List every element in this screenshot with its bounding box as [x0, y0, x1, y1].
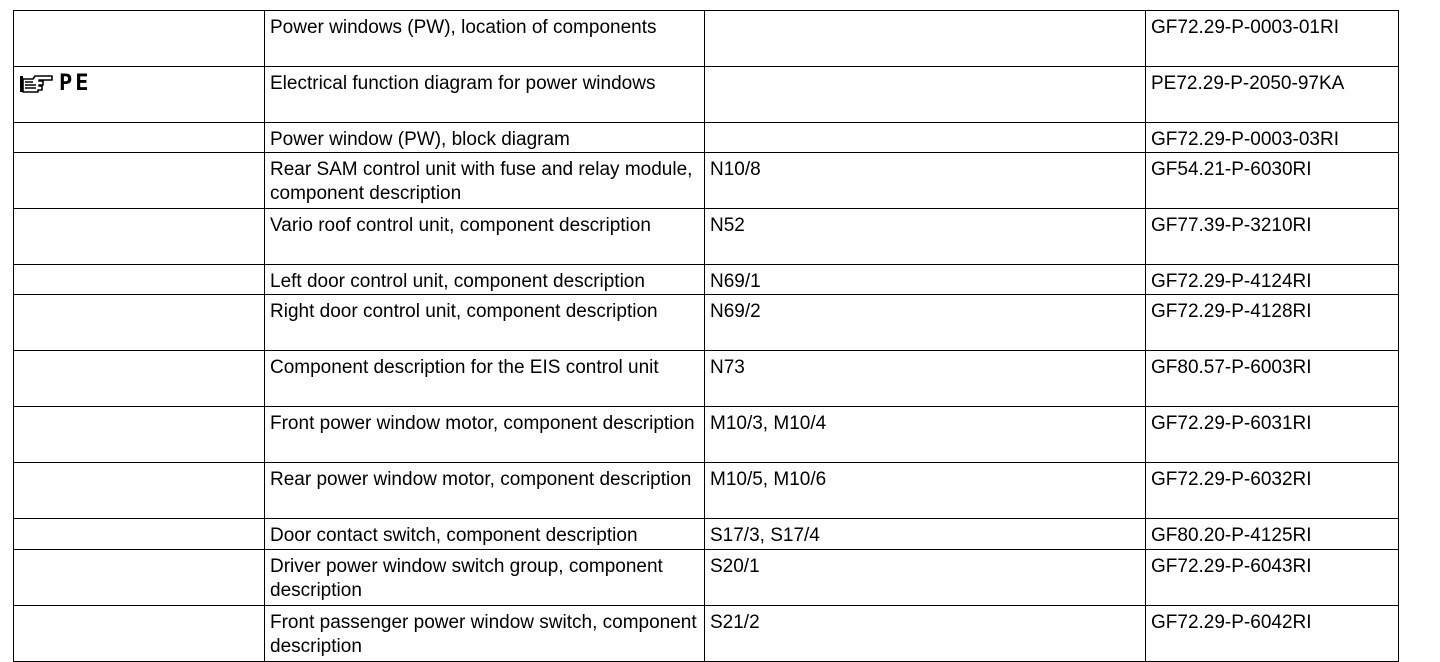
component-cell: M10/3, M10/4 — [705, 407, 1146, 463]
table-row — [14, 11, 1399, 67]
description-cell: Vario roof control unit, component description — [265, 209, 705, 265]
document-link[interactable]: GF72.29-P-4128RI — [1146, 295, 1399, 351]
description-cell: Left door control unit, component description — [265, 265, 705, 295]
component-cell: N10/8 — [705, 153, 1146, 209]
component-cell — [705, 123, 1146, 153]
table-row — [14, 123, 1399, 153]
description-cell: Right door control unit, component description — [265, 295, 705, 351]
table-row — [14, 351, 1399, 407]
reference-code: PE — [59, 71, 92, 96]
description-cell: Rear power window motor, component description — [265, 463, 705, 519]
description-cell: Power windows (PW), location of components — [265, 11, 705, 67]
document-link[interactable]: PE72.29-P-2050-97KA — [1146, 67, 1399, 123]
table-row — [14, 550, 1399, 606]
document-link[interactable]: GF72.29-P-6043RI — [1146, 550, 1399, 606]
component-cell — [705, 67, 1146, 123]
component-cell — [705, 11, 1146, 67]
component-cell: N69/1 — [705, 265, 1146, 295]
document-link[interactable]: GF72.29-P-0003-01RI — [1146, 11, 1399, 67]
description-cell: Front power window motor, component description — [265, 407, 705, 463]
document-link[interactable]: GF72.29-P-6031RI — [1146, 407, 1399, 463]
table-row — [14, 153, 1399, 209]
marker-cell — [14, 209, 265, 265]
document-link[interactable]: GF54.21-P-6030RI — [1146, 153, 1399, 209]
table-row — [14, 519, 1399, 550]
component-cell: N69/2 — [705, 295, 1146, 351]
marker-cell — [14, 519, 265, 550]
marker-cell — [14, 153, 265, 209]
description-cell: Door contact switch, component description — [265, 519, 705, 550]
document-link[interactable]: GF72.29-P-6042RI — [1146, 606, 1399, 662]
marker-cell — [14, 407, 265, 463]
table-row — [14, 265, 1399, 295]
description-cell: Component description for the EIS control unit — [265, 351, 705, 407]
table-row — [14, 67, 1399, 123]
marker-cell — [14, 67, 265, 123]
description-cell: Electrical function diagram for power windows — [265, 67, 705, 123]
component-cell: S20/1 — [705, 550, 1146, 606]
description-cell: Front passenger power window switch, component description — [265, 606, 705, 662]
marker-cell — [14, 265, 265, 295]
description-cell: Power window (PW), block diagram — [265, 123, 705, 153]
component-cell: N52 — [705, 209, 1146, 265]
marker-cell — [14, 463, 265, 519]
document-link[interactable]: GF77.39-P-3210RI — [1146, 209, 1399, 265]
table-row — [14, 295, 1399, 351]
table-row — [14, 407, 1399, 463]
table-row — [14, 209, 1399, 265]
component-cell: M10/5, M10/6 — [705, 463, 1146, 519]
document-link[interactable]: GF72.29-P-0003-03RI — [1146, 123, 1399, 153]
marker-cell — [14, 295, 265, 351]
document-link[interactable]: GF72.29-P-4124RI — [1146, 265, 1399, 295]
document-link[interactable]: GF80.57-P-6003RI — [1146, 351, 1399, 407]
component-cell: S21/2 — [705, 606, 1146, 662]
description-cell: Driver power window switch group, component description — [265, 550, 705, 606]
pointing-hand-icon — [19, 73, 53, 95]
marker-cell — [14, 606, 265, 662]
marker-cell — [14, 123, 265, 153]
marker-cell — [14, 351, 265, 407]
reference-marker[interactable] — [19, 72, 92, 96]
document-link[interactable]: GF80.20-P-4125RI — [1146, 519, 1399, 550]
description-cell: Rear SAM control unit with fuse and relay module, component description — [265, 153, 705, 209]
component-cell: N73 — [705, 351, 1146, 407]
reference-table — [13, 10, 1399, 662]
marker-cell — [14, 550, 265, 606]
document-link[interactable]: GF72.29-P-6032RI — [1146, 463, 1399, 519]
table-row — [14, 606, 1399, 662]
component-cell: S17/3, S17/4 — [705, 519, 1146, 550]
marker-cell — [14, 11, 265, 67]
table-row — [14, 463, 1399, 519]
